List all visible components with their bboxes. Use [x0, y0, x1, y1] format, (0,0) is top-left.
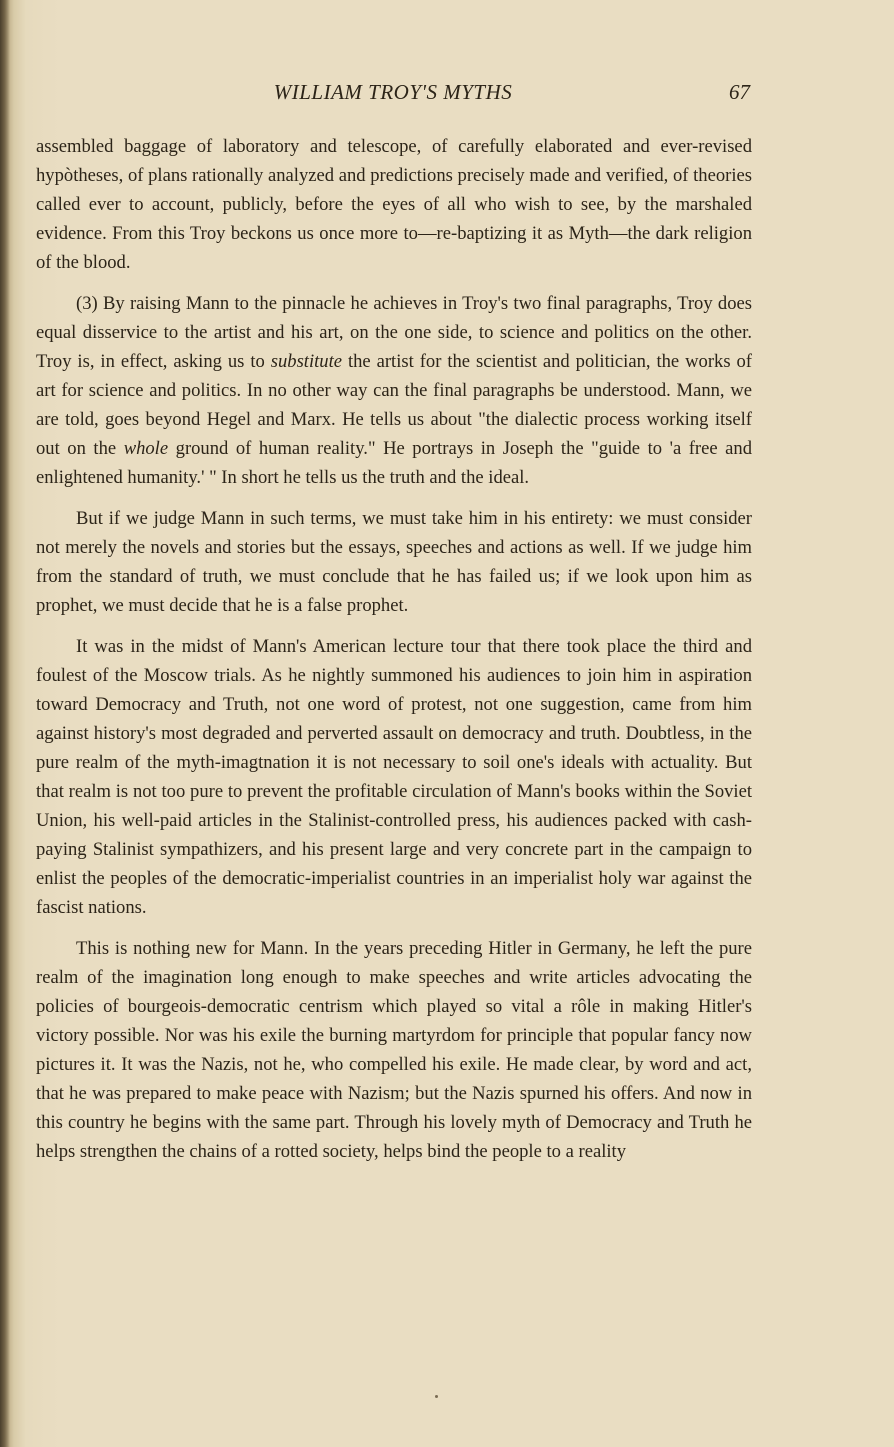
emphasis-whole: whole — [123, 438, 169, 459]
page-number: 67 — [729, 80, 750, 104]
paragraph-4: It was in the midst of Mann's American lecture tour that there took place the third and foulest of the Moscow trials. As he nightly summoned his audiences to join him in aspiration toward Democracy and Truth, not one word of protest, not one suggestion, came from him against history's most degraded and perverted assault on democracy and truth. Doubtless, in the pure realm of the myth-imagtnation it is not necessary to soil one's ideals with actuality. But that realm is not too pure to prevent the profitable circulation of Mann's books within the Soviet Union, his well-paid articles in the Stalinist-controlled press, his audiences packed with cash-paying Stalinist sympathizers, and his present large and very concrete part in the campaign to enlist the peoples of the democratic-imperialist countries in an imperialist holy war against the fascist nations. — [36, 636, 752, 918]
paragraph-2-part-2: the artist for the scientist and politician, the works of art for science and politics. In no other way can the final paragraphs be understood. Mann, we are told, goes beyond Hegel and Marx. He tells us about "the dialectic process working itself out on the — [36, 351, 752, 459]
body-text — [36, 132, 752, 1178]
paragraph-5: This is nothing new for Mann. In the years preceding Hitler in Germany, he left the pure realm of the imagination long enough to make speeches and write articles advocating the policies of bourgeois-democratic centrism which played so vital a rôle in making Hitler's victory possible. Nor was his exile the burning martyrdom for principle that popular fancy now pictures it. It was the Nazis, not he, who compelled his exile. He made clear, by word and act, that he was prepared to make peace with Nazism; but the Nazis spurned his offers. And now in this country he begins with the same part. Through his lovely myth of Democracy and Truth he helps strengthen the chains of a rotted society, helps bind the people to a reality — [36, 938, 752, 1162]
page-speck — [435, 1395, 438, 1398]
binding-gutter-shadow — [0, 0, 10, 1447]
paragraph-2 — [36, 289, 752, 492]
paragraph-3: But if we judge Mann in such terms, we must take him in his entirety: we must consider not merely the novels and stories but the essays, speeches and actions as well. If we judge him from the standard of truth, we must conclude that he has failed us; if we look upon him as prophet, we must decide that he is a false prophet. — [36, 508, 752, 616]
paragraph-2-part-3: ground of human reality." He portrays in Joseph the "guide to 'a free and enlightened humanity.' " In short he tells us the truth and the ideal. — [36, 438, 753, 488]
paragraph-1: assembled baggage of laboratory and telescope, of carefully elaborated and ever-revised hypòtheses, of plans rationally analyzed and predictions precisely made and verified, of theories called ever to account, publicly, before the eyes of all who wish to see, by the marshaled evidence. From this Troy beckons us once more to—re-baptizing it as Myth—the dark religion of the blood. — [36, 136, 752, 273]
running-head — [36, 80, 750, 110]
running-title: WILLIAM TROY'S MYTHS — [273, 80, 513, 104]
paragraph-2-part-1: (3) By raising Mann to the pinnacle he achieves in Troy's two final paragraphs, Troy does equal disservice to the artist and his art, on the one side, to science and politics on the other. Troy is, in effect, asking us to — [36, 293, 752, 372]
emphasis-substitute: substitute — [270, 351, 343, 372]
